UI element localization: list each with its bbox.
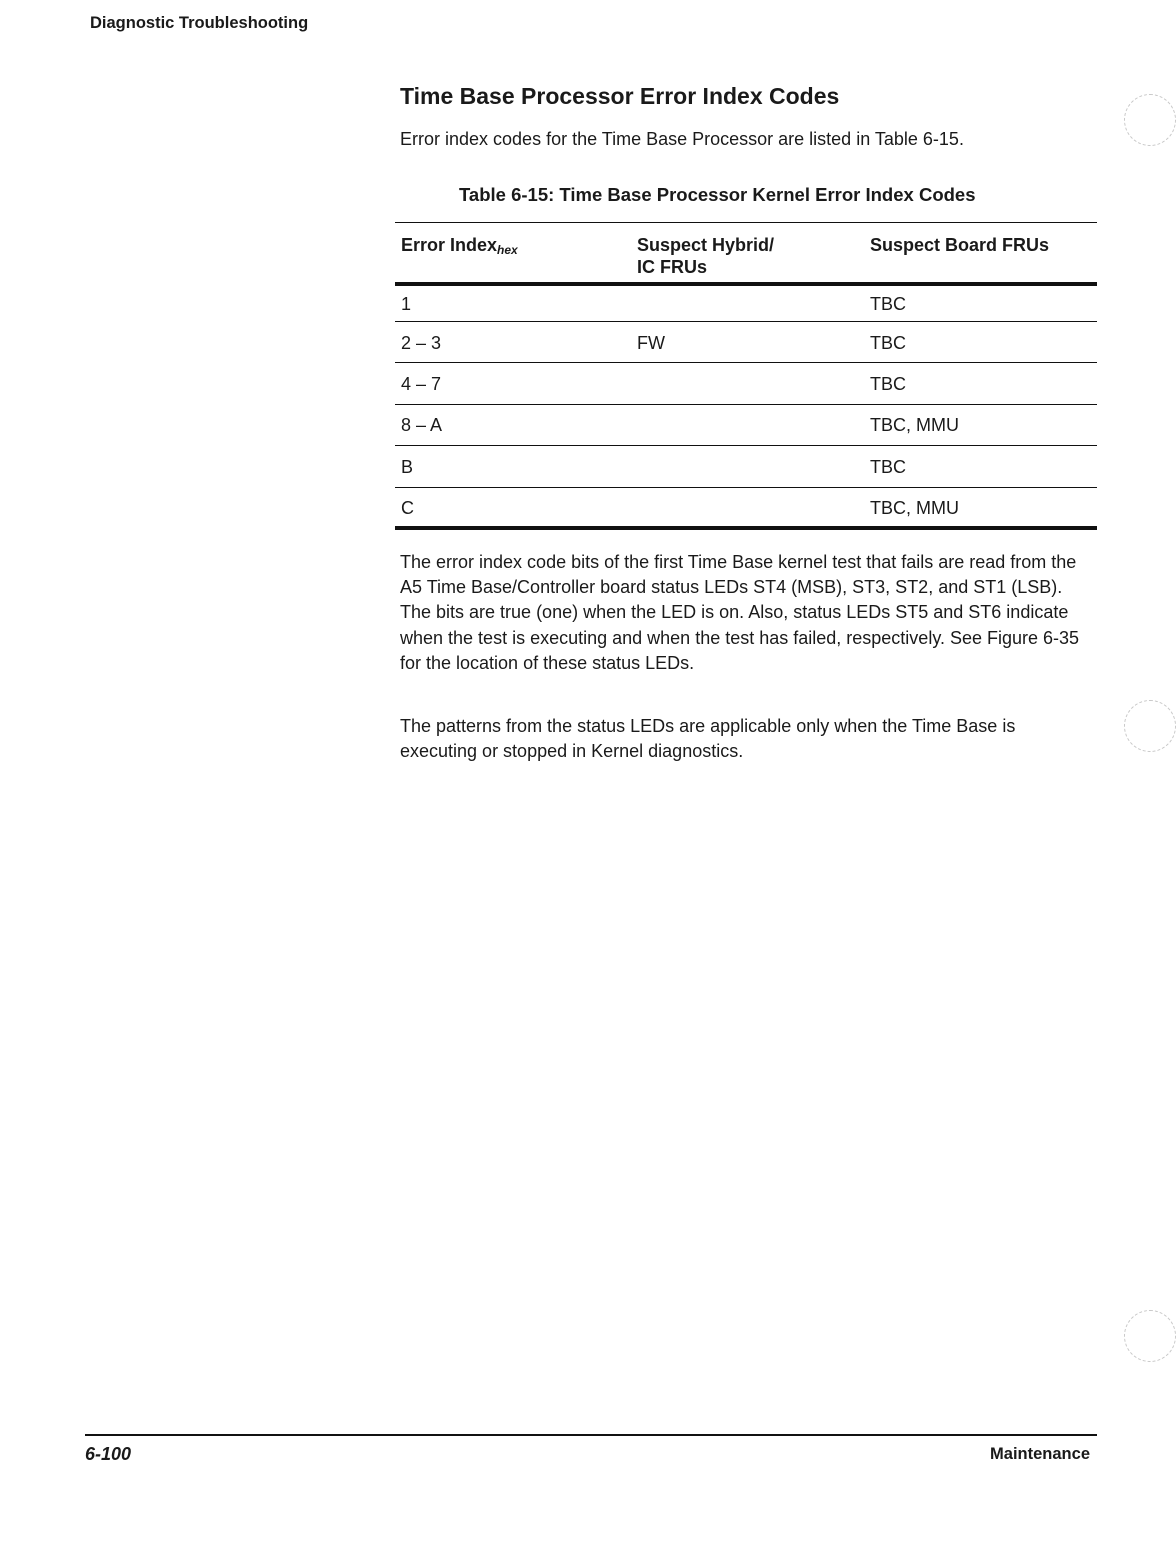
body-paragraph-1: The error index code bits of the first Time Base kernel test that fails are read from the A5 Time Base/Controller board status LEDs ST4 (MSB), ST3, ST2, and ST1 (LSB). The bits are true (one) when the LED is on. Also, status LEDs ST5 and ST6 indicate when the test is executing and when the test has failed, respectively. See Figure 6-35 for the location of these status LEDs. bbox=[400, 552, 1080, 673]
table-bottom-rule bbox=[395, 526, 1097, 530]
row-2-board: TBC bbox=[870, 333, 906, 353]
page-number: 6-100 bbox=[85, 1444, 132, 1464]
header-suspect-board: Suspect Board FRUs bbox=[870, 235, 1050, 255]
row-5-index: B bbox=[401, 457, 414, 477]
row-divider bbox=[395, 404, 1097, 405]
row-divider bbox=[395, 445, 1097, 446]
intro-paragraph: Error index codes for the Time Base Processor are listed in Table 6-15. bbox=[400, 129, 964, 149]
row-divider bbox=[395, 321, 1097, 322]
row-4-board: TBC, MMU bbox=[870, 415, 959, 435]
row-4-index: 8 – A bbox=[401, 415, 443, 435]
row-3-index: 4 – 7 bbox=[401, 374, 442, 394]
table-top-rule bbox=[395, 222, 1097, 223]
binder-hole bbox=[1124, 700, 1176, 752]
section-title: Time Base Processor Error Index Codes bbox=[400, 83, 840, 109]
footer-section: Maintenance bbox=[990, 1445, 1090, 1463]
row-1-index: 1 bbox=[401, 294, 412, 314]
binder-hole bbox=[1124, 1310, 1176, 1362]
binder-hole bbox=[1124, 94, 1176, 146]
running-head: Diagnostic Troubleshooting bbox=[90, 14, 309, 32]
row-2-hybrid: FW bbox=[637, 333, 665, 353]
header-rule bbox=[395, 282, 1097, 286]
row-6-index: C bbox=[401, 498, 414, 518]
header-error-index: Error Index$_{hex}$ bbox=[401, 235, 518, 257]
body-paragraph-2: The patterns from the status LEDs are applicable only when the Time Base is executing or stopped in Kernel diagnostics. bbox=[400, 716, 1016, 762]
row-divider bbox=[395, 362, 1097, 363]
row-3-board: TBC bbox=[870, 374, 906, 394]
row-1-board: TBC bbox=[870, 294, 906, 314]
row-divider bbox=[395, 487, 1097, 488]
header-suspect-hybrid: Suspect Hybrid/ IC FRUs bbox=[637, 235, 775, 277]
row-5-board: TBC bbox=[870, 457, 906, 477]
row-2-index: 2 – 3 bbox=[401, 333, 442, 353]
footer-rule bbox=[85, 1434, 1097, 1436]
row-6-board: TBC, MMU bbox=[870, 498, 959, 518]
table-caption: Table 6-15: Time Base Processor Kernel Error Index Codes bbox=[459, 184, 976, 205]
